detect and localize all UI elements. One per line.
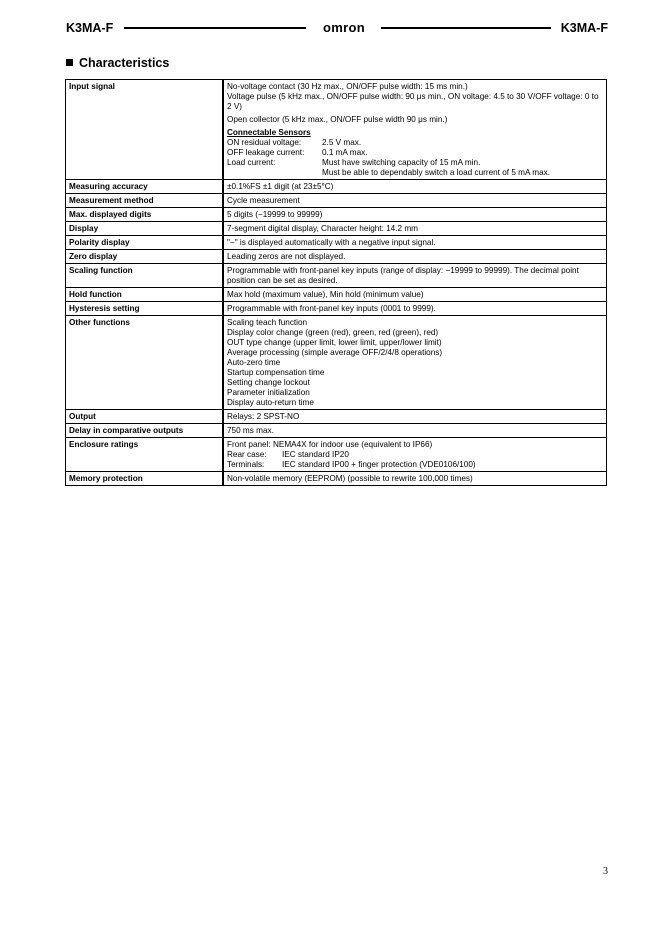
- function-item: Display color change (green (red), green, red (green), red): [227, 327, 439, 337]
- table-row-output: [66, 410, 607, 424]
- row-label: Input signal: [66, 80, 224, 180]
- row-value: [223, 80, 607, 180]
- row-label: Scaling function: [66, 264, 224, 288]
- section-title: Characteristics: [79, 56, 170, 70]
- no-voltage-contact-text: No-voltage contact (30 Hz max., ON/OFF pulse width: 15 ms min.): [227, 81, 468, 91]
- row-label: Max. displayed digits: [66, 208, 224, 222]
- rear-case-value: IEC standard IP20: [282, 449, 349, 459]
- table-row: [66, 222, 607, 236]
- off-leakage-row: [227, 148, 603, 158]
- voltage-pulse-text: Voltage pulse (5 kHz max., ON/OFF pulse width: 90 μs min., ON voltage: 4.5 to 30 V/OFF voltage: 0 to 2 V): [227, 91, 599, 111]
- row-label: Memory protection: [66, 472, 224, 486]
- brand-logo: omron: [323, 20, 365, 35]
- load-current-value-1: Must have switching capacity of 15 mA min.: [322, 157, 481, 167]
- header-rule-left: [124, 27, 306, 29]
- row-label: Other functions: [66, 316, 224, 410]
- row-value: Max hold (maximum value), Min hold (minimum value): [223, 288, 607, 302]
- table-row-memory: [66, 472, 607, 486]
- table-row-enclosure: [66, 438, 607, 472]
- terminals-label: Terminals:: [227, 459, 265, 469]
- function-item: Auto-zero time: [227, 357, 281, 367]
- row-value: ±0.1%FS ±1 digit (at 23±5°C): [223, 180, 607, 194]
- row-label: Delay in comparative outputs: [66, 424, 224, 438]
- table-row: [66, 208, 607, 222]
- square-bullet-icon: [66, 59, 73, 66]
- table-row: [66, 194, 607, 208]
- row-value: [223, 316, 607, 410]
- function-item: Startup compensation time: [227, 367, 325, 377]
- load-current-value-2: Must be able to dependably switch a load current of 5 mA max.: [322, 167, 551, 177]
- header-rule-right: [381, 27, 551, 29]
- page-header: [66, 20, 608, 38]
- row-label: Polarity display: [66, 236, 224, 250]
- row-value: Non-volatile memory (EEPROM) (possible to rewrite 100,000 times): [223, 472, 607, 486]
- row-label: Measurement method: [66, 194, 224, 208]
- function-item: Average processing (simple average OFF/2/4/8 operations): [227, 347, 443, 357]
- table-row: [66, 264, 607, 288]
- row-label: Output: [66, 410, 224, 424]
- load-current-row: [227, 158, 603, 168]
- on-residual-value: 2.5 V max.: [322, 137, 362, 147]
- table-row: [66, 250, 607, 264]
- table-row: [66, 180, 607, 194]
- row-label: Hold function: [66, 288, 224, 302]
- table-row: [66, 236, 607, 250]
- characteristics-table: [65, 79, 607, 486]
- row-value: 5 digits (−19999 to 99999): [223, 208, 607, 222]
- front-panel-rating: Front panel: NEMA4X for indoor use (equivalent to IP66): [227, 439, 433, 449]
- rear-case-row: [227, 450, 603, 460]
- row-label: Zero display: [66, 250, 224, 264]
- row-value: [223, 438, 607, 472]
- row-label: Enclosure ratings: [66, 438, 224, 472]
- row-label: Display: [66, 222, 224, 236]
- row-value: 7-segment digital display, Character height: 14.2 mm: [223, 222, 607, 236]
- on-residual-label: ON residual voltage:: [227, 137, 302, 147]
- row-label: Measuring accuracy: [66, 180, 224, 194]
- section-heading: [66, 56, 169, 70]
- table-row: [66, 302, 607, 316]
- terminals-value: IEC standard IP00 + finger protection (VDE0106/100): [282, 459, 476, 469]
- function-item: Display auto-return time: [227, 397, 314, 407]
- function-item: Parameter initialization: [227, 387, 310, 397]
- table-row: [66, 288, 607, 302]
- connectable-sensors-heading: Connectable Sensors: [227, 127, 311, 137]
- row-label: Hysteresis setting: [66, 302, 224, 316]
- model-name-left: K3MA-F: [66, 21, 114, 35]
- row-value: Relays: 2 SPST-NO: [223, 410, 607, 424]
- row-value: Leading zeros are not displayed.: [223, 250, 607, 264]
- page-number: 3: [603, 866, 608, 877]
- table-row-other-functions: [66, 316, 607, 410]
- open-collector-text: Open collector (5 kHz max., ON/OFF pulse width 90 μs min.): [227, 114, 448, 124]
- table-row-input-signal: [66, 80, 607, 180]
- function-item: Setting change lockout: [227, 377, 310, 387]
- row-value: Cycle measurement: [223, 194, 607, 208]
- off-leakage-label: OFF leakage current:: [227, 147, 305, 157]
- row-value: "−" is displayed automatically with a negative input signal.: [223, 236, 607, 250]
- row-value: Programmable with front-panel key inputs (0001 to 9999).: [223, 302, 607, 316]
- terminals-row: [227, 460, 603, 470]
- on-residual-row: [227, 138, 603, 148]
- load-current-row-2: [227, 168, 603, 178]
- model-name-right: K3MA-F: [560, 21, 608, 35]
- table-row-delay: [66, 424, 607, 438]
- row-value: 750 ms max.: [223, 424, 607, 438]
- function-item: OUT type change (upper limit, lower limit, upper/lower limit): [227, 337, 442, 347]
- load-current-label: Load current:: [227, 157, 276, 167]
- off-leakage-value: 0.1 mA max.: [322, 147, 368, 157]
- rear-case-label: Rear case:: [227, 449, 267, 459]
- function-item: Scaling teach function: [227, 317, 308, 327]
- row-value: Programmable with front-panel key inputs (range of display: −19999 to 99999). The decimal point position can be set as desired.: [223, 264, 607, 288]
